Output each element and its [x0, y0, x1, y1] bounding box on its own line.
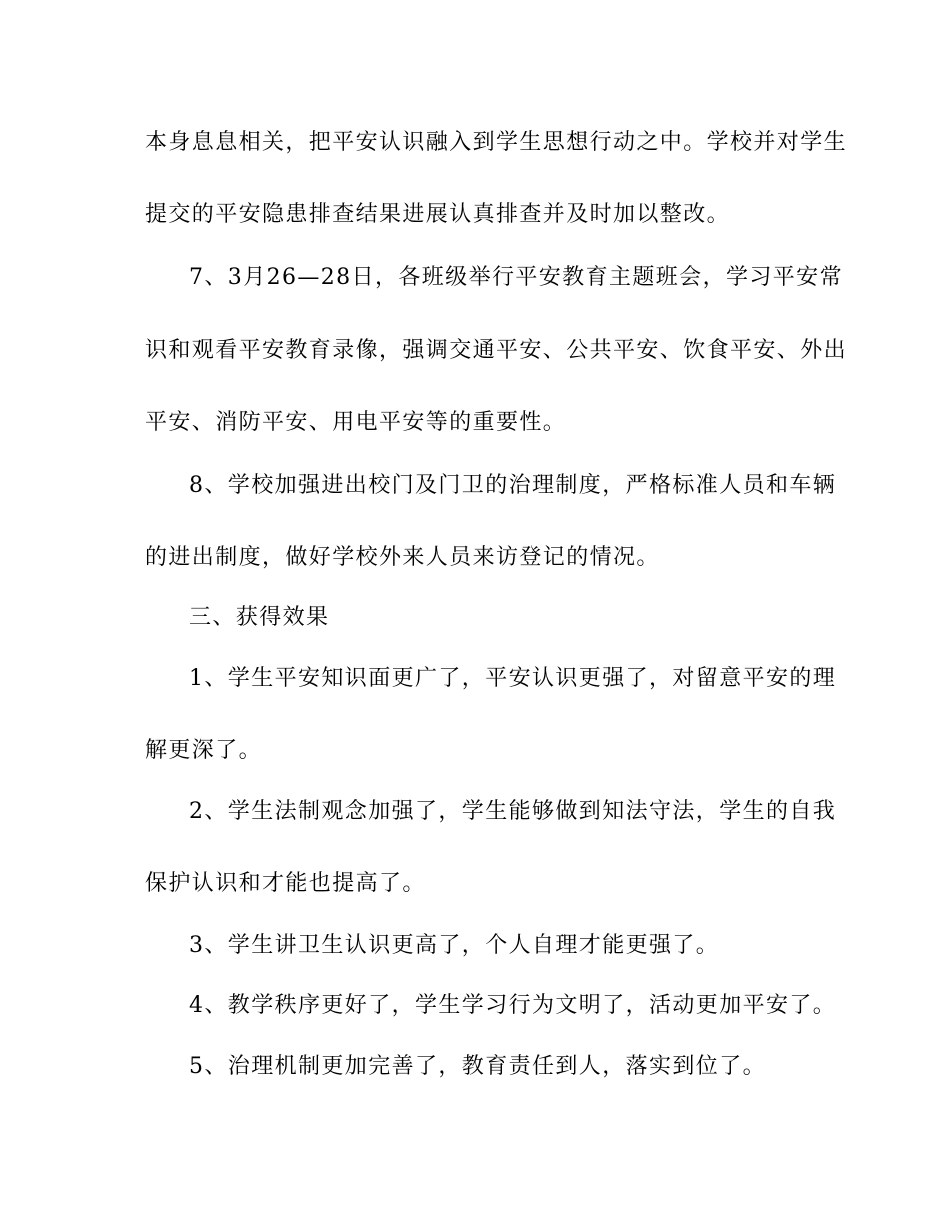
- text-line: 解更深了。: [145, 738, 263, 763]
- text-line: 保护认识和才能也提高了。: [145, 871, 426, 896]
- text-line: 7、3月26—28日，各班级举行平安教育主题班会，学习平安常: [189, 265, 843, 290]
- text-line: 本身息息相关，把平安认识融入到学生思想行动之中。学校并对学生: [145, 130, 848, 155]
- text-line: 8、学校加强进出校门及门卫的治理制度，严格标准人员和车辆: [189, 473, 837, 498]
- text-line: 识和观看平安教育录像，强调交通平安、公共平安、饮食平安、外出: [145, 338, 848, 363]
- text-line: 2、学生法制观念加强了，学生能够做到知法守法，学生的自我: [189, 799, 837, 824]
- section-heading: 三、获得效果: [189, 605, 330, 630]
- text-line: 1、学生平安知识面更广了，平安认识更强了，对留意平安的理: [189, 666, 837, 691]
- text-line: 3、学生讲卫生认识更高了，个人自理才能更强了。: [189, 933, 720, 958]
- text-line: 4、教学秩序更好了，学生学习行为文明了，活动更加平安了。: [189, 993, 837, 1018]
- text-line: 平安、消防平安、用电平安等的重要性。: [145, 410, 567, 435]
- text-line: 的进出制度，做好学校外来人员来访登记的情况。: [145, 545, 660, 570]
- text-line: 5、治理机制更加完善了，教育责任到人，落实到位了。: [189, 1054, 766, 1079]
- text-line: 提交的平安隐患排查结果进展认真排查并及时加以整改。: [145, 202, 731, 227]
